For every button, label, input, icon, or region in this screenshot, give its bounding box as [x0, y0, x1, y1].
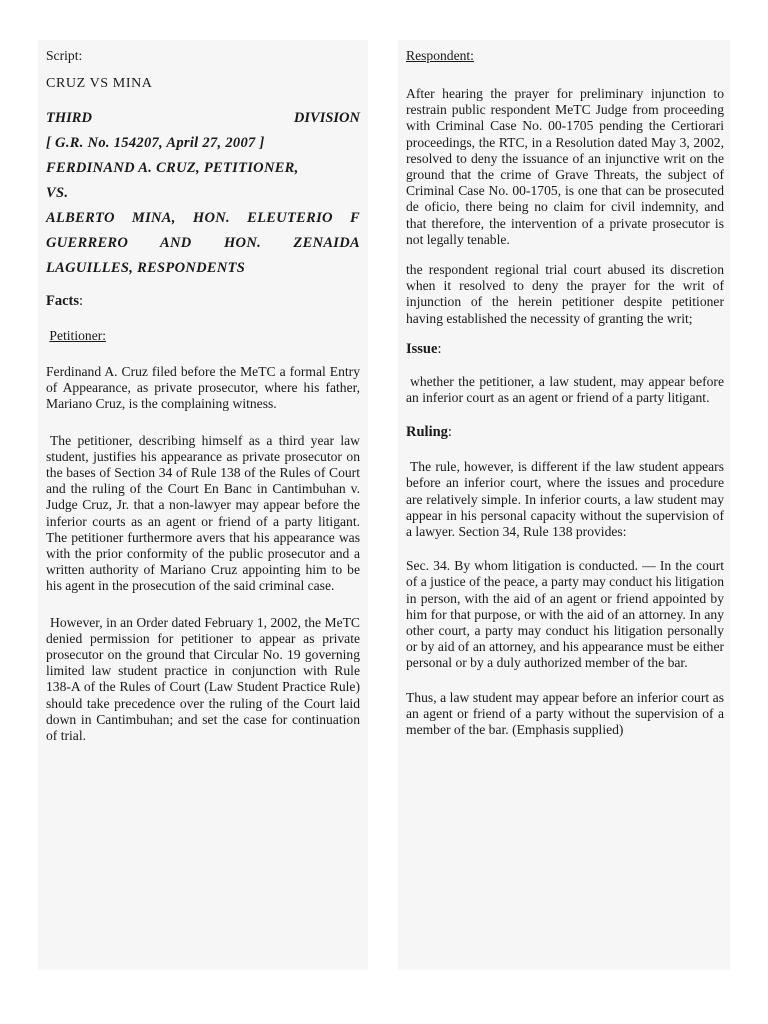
- ruling-heading-text: Ruling: [406, 424, 448, 441]
- division-line: [46, 106, 360, 131]
- facts-paragraph-1: Ferdinand A. Cruz filed before the MeTC a formal Entry of Appearance, as private prosecutor, where his father, Mariano Cruz, is the complaining witness.: [46, 364, 360, 412]
- respondent-heading: [406, 48, 724, 64]
- conclusion-text: Thus, a law student may appear before an inferior court as an agent or friend of a party without the supervision of a member of the bar. (Emphasis supplied): [406, 689, 724, 738]
- facts-paragraph-2: The petitioner, describing himself as a third year law student, justifies his appearance as private prosecutor on the bases of Section 34 of Rule 138 of the Rules of Court and the ruling of the Court En Banc in Cantimbuhan v. Judge Cruz, Jr. that a non-lawyer may appear before the inferior courts as an agent or friend of a party litigant. The petitioner furthermore avers that his appearance was with the prior conformity of the public prosecutor and a written authority of Mariano Cruz appointing him to be his agent in the prosecution of the said criminal case.: [46, 432, 360, 594]
- respondent-heading-text: Respondent:: [406, 48, 474, 63]
- petitioner-line: FERDINAND A. CRUZ, PETITIONER,: [46, 160, 299, 176]
- ruling-text: The rule, however, is different if the law student appears before an inferior court, where the issues and procedure are relatively simple. In inferior courts, a law student may appear in his personal capacity without the supervision of a lawyer. Section 34, Rule 138 provides:: [406, 459, 724, 540]
- respondents-line: ALBERTO MINA, HON. ELEUTERIO F GUERRERO AND HON. ZENAIDA LAGUILLES, RESPONDENTS: [46, 210, 360, 276]
- division-right: DIVISION: [293, 110, 360, 126]
- left-column: [38, 40, 368, 970]
- script-label: Script:: [46, 48, 83, 63]
- facts-heading: [46, 293, 360, 310]
- petitioner-heading-text: Petitioner:: [49, 328, 107, 343]
- gr-number: [ G.R. No. 154207, April 27, 2007 ]: [46, 135, 265, 151]
- ruling-colon: :: [447, 424, 452, 441]
- ruling-heading: [406, 424, 724, 441]
- issue-colon: :: [437, 340, 442, 357]
- issue-text: whether the petitioner, a law student, may appear before an inferior court as an agent or friend of a party litigant.: [406, 373, 724, 406]
- issue-heading-text: Issue: [406, 340, 438, 357]
- petitioner-heading: [46, 328, 360, 344]
- case-title: CRUZ VS MINA: [46, 76, 153, 91]
- section-34-text: Sec. 34. By whom litigation is conducted. — In the court of a justice of the peace, a party may conduct his litigation in person, with the aid of an agent or friend appointed by him for that purpose, or with the aid of an attorney. In any other court, a party may conduct his litigation personally or by aid of an attorney, and his appearance must be either personal or by a duly authorized member of the bar.: [406, 558, 724, 671]
- vs-line: VS.: [46, 185, 69, 201]
- right-column: [398, 40, 730, 970]
- respondent-paragraph-2: the respondent regional trial court abused its discretion when it resolved to deny the prayer for the writ of injunction of the herein petitioner despite petitioner having established the necessity of granting the writ;: [406, 262, 724, 326]
- respondent-paragraph-1: After hearing the prayer for preliminary injunction to restrain public respondent MeTC Judge from proceeding with Criminal Case No. 00-1705 pending the Certiorari proceedings, the RTC, in a Resolution dated May 3, 2002, resolved to deny the issuance of an injunctive writ on the ground that the crime of Grave Threats, the subject of Criminal Case No. 00-1705, is one that can be prosecuted de oficio, there being no claim for civil indemnity, and that therefore, the intervention of a private prosecutor is not legally tenable.: [406, 86, 724, 247]
- facts-paragraph-3: However, in an Order dated February 1, 2002, the MeTC denied permission for petitioner to appear as private prosecutor on the ground that Circular No. 19 governing limited law student practice in conjunction with Rule 138-A of the Rules of Court (Law Student Practice Rule) should take precedence over the ruling of the Court laid down in Cantimbuhan; and set the case for continuation of trial.: [46, 614, 360, 744]
- facts-heading-text: Facts: [46, 293, 80, 309]
- issue-heading: [406, 341, 724, 358]
- facts-colon: :: [79, 293, 84, 309]
- division-left: THIRD: [46, 110, 92, 126]
